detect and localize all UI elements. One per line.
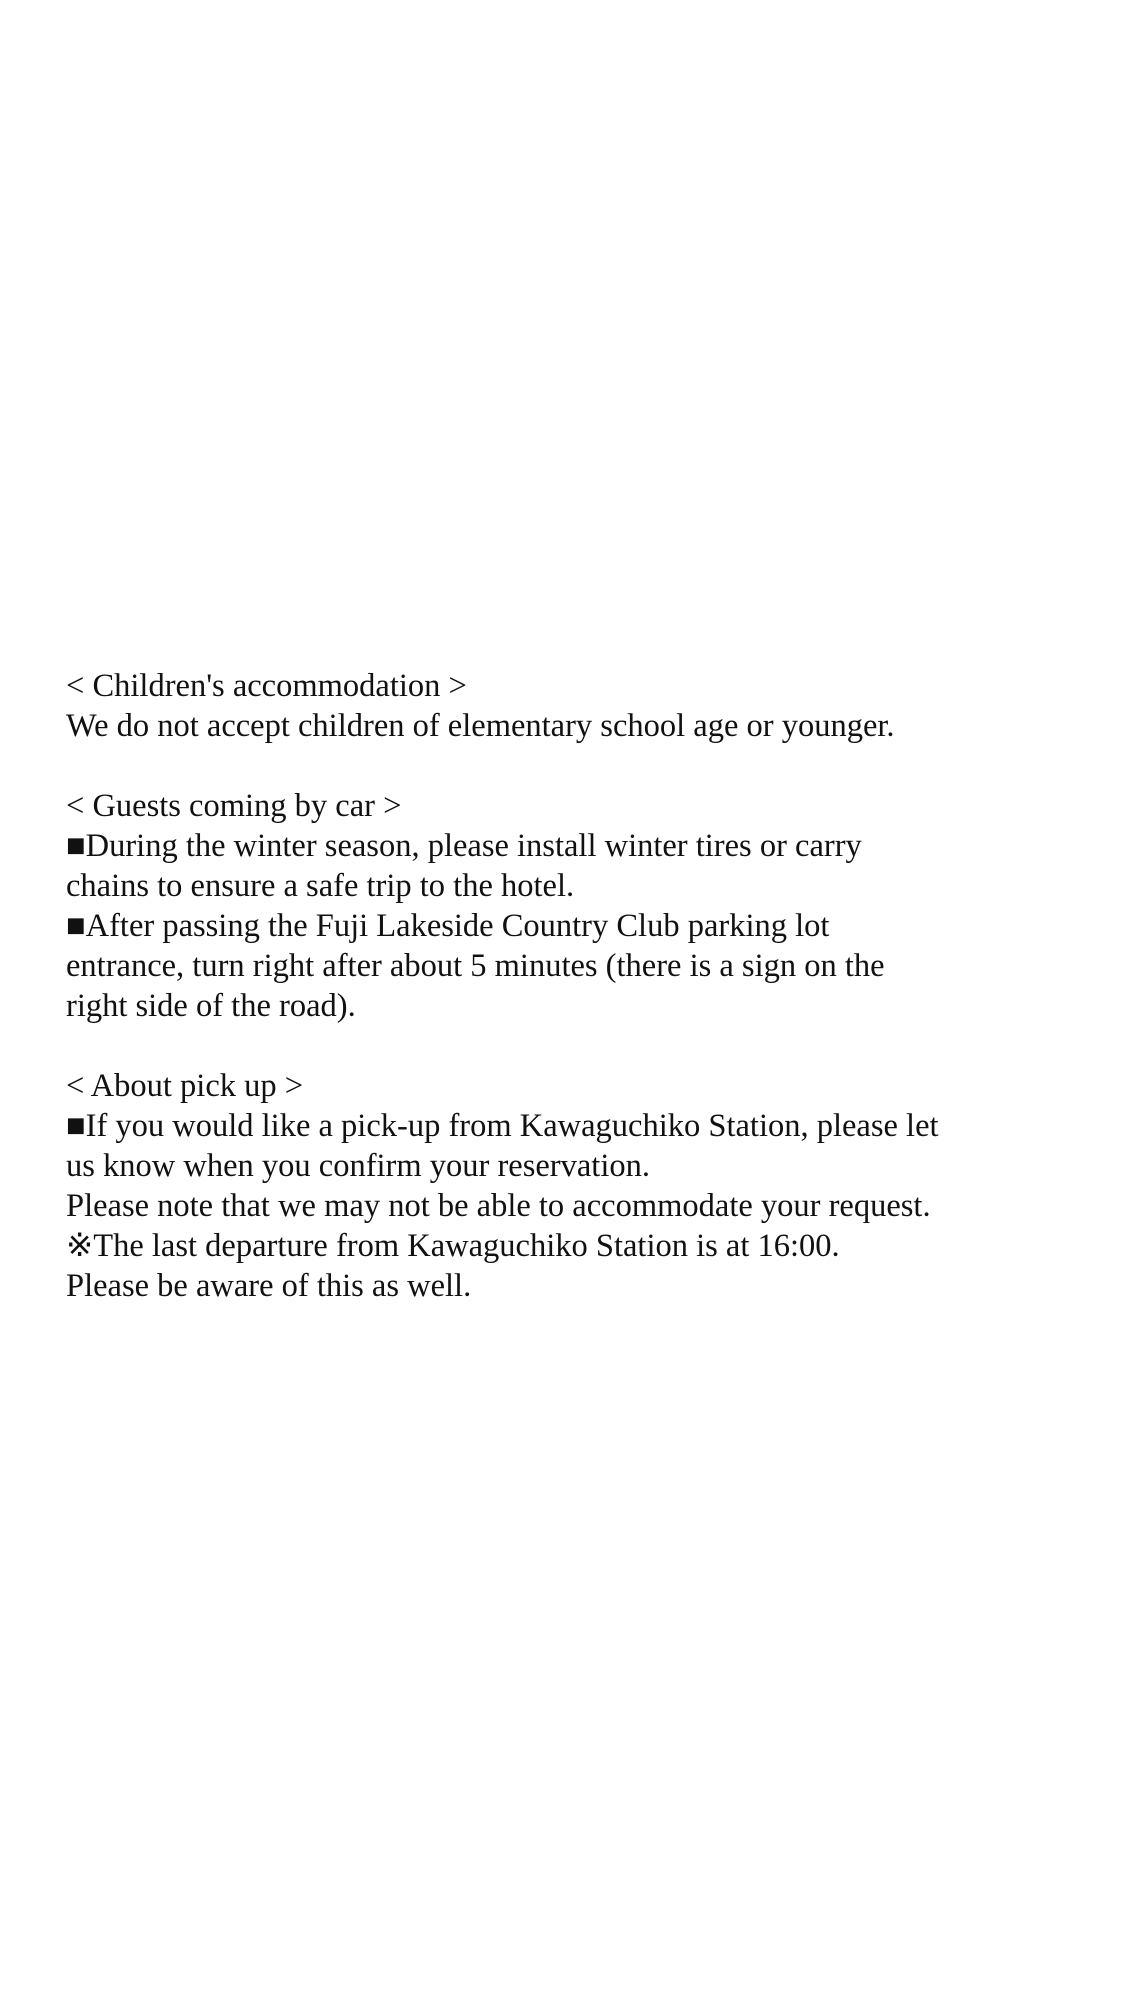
notice-text-block <box>66 666 1066 1306</box>
text-line: ■After passing the Fuji Lakeside Country Club parking lot <box>66 908 830 944</box>
section-children-accommodation <box>66 666 1066 746</box>
text-line: ※The last departure from Kawaguchiko Station is at 16:00. <box>66 1228 840 1264</box>
text-line: Please note that we may not be able to accommodate your request. <box>66 1188 931 1224</box>
text-line: ■If you would like a pick-up from Kawaguchiko Station, please let <box>66 1108 939 1144</box>
section-heading: < About pick up > <box>66 1068 304 1104</box>
section-heading: < Children's accommodation > <box>66 668 467 704</box>
text-line: ■During the winter season, please install winter tires or carry <box>66 828 862 864</box>
text-line: We do not accept children of elementary school age or younger. <box>66 708 895 744</box>
text-line: us know when you confirm your reservation. <box>66 1148 650 1184</box>
text-line: entrance, turn right after about 5 minutes (there is a sign on the <box>66 948 885 984</box>
section-pick-up <box>66 1066 1066 1306</box>
section-heading: < Guests coming by car > <box>66 788 402 824</box>
section-guests-by-car <box>66 786 1066 1026</box>
text-line: Please be aware of this as well. <box>66 1268 472 1304</box>
text-line: chains to ensure a safe trip to the hotel. <box>66 868 575 904</box>
text-line: right side of the road). <box>66 988 356 1024</box>
